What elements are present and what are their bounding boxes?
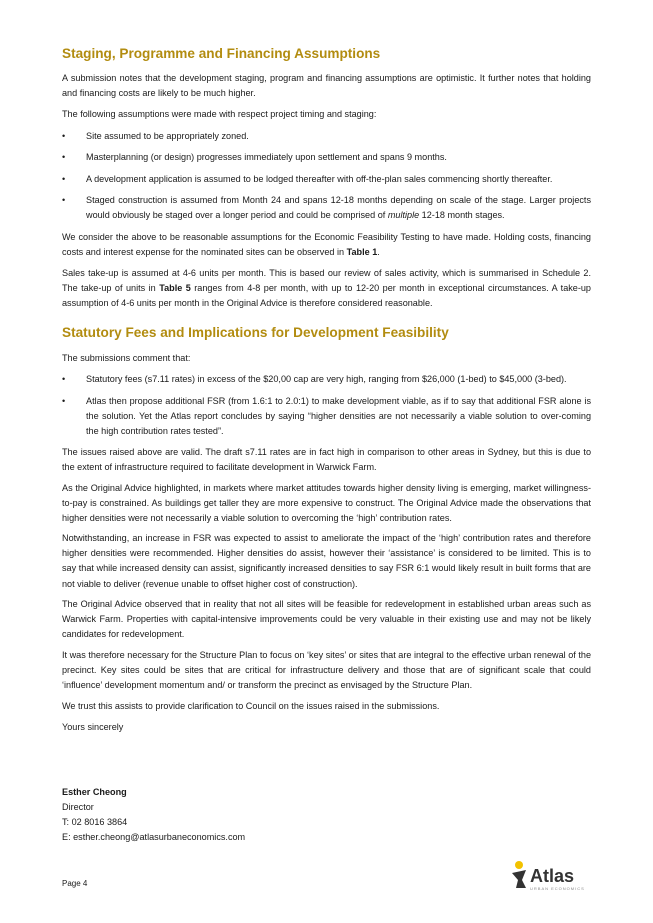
paragraph: The submissions comment that:	[62, 353, 191, 363]
bullet-icon: •	[62, 131, 66, 141]
logo-wordmark: Atlas	[530, 866, 575, 886]
bullet-item: • Staged construction is assumed from Month 24 and spans 12-18 months depending on scale of the stage. Larger projects would obviously be staged over a longer period and could be comprised of multiple 12-18 month stages.	[62, 195, 591, 221]
logo-subtext: URBAN ECONOMICS	[530, 886, 585, 891]
paragraph: We consider the above to be reasonable assumptions for the Economic Feasibility Testing to have made. Holding costs, financing costs and interest expense for the nominated sites can be observed in Table 1.	[62, 232, 591, 258]
bullet-icon: •	[62, 152, 66, 162]
paragraph: The following assumptions were made with respect project timing and staging:	[62, 109, 377, 119]
emphasis: multiple	[387, 210, 420, 221]
bullet-icon: •	[62, 174, 66, 184]
closing: Yours sincerely	[62, 722, 124, 732]
logo-head-icon	[515, 861, 523, 869]
paragraph: The issues raised above are valid. The draft s7.11 rates are in fact high in comparison to other areas in Sydney, but this is due to the extent of infrastructure required to facilitate development in Warwick Farm.	[62, 447, 591, 473]
section-heading-statutory-fees: Statutory Fees and Implications for Development Feasibility	[62, 325, 449, 340]
atlas-logo	[506, 858, 594, 892]
signatory-name: Esther Cheong	[62, 787, 127, 797]
bullet-item: • Atlas then propose additional FSR (from 1.6:1 to 2.0:1) to make development viable, as if to say that additional FSR alone is the solution. Yet the Atlas report concludes by saying “higher densities are not necessarily a viable solution to over-coming the high contribution rates tested”.	[62, 396, 591, 437]
section-heading-staging: Staging, Programme and Financing Assumptions	[62, 46, 381, 61]
paragraph: It was therefore necessary for the Structure Plan to focus on ‘key sites’ or sites that are integral to the effective urban renewal of the precinct. Key sites could be sites that are critical for infrastructure delivery and those that are of significant scale that could ‘influence’ development momentum and/ or transform the precinct as envisaged by the Structure Plan.	[62, 650, 591, 691]
paragraph: As the Original Advice highlighted, in markets where market attitudes towards higher density living is emerging, market willingness-to-pay is constrained. As buildings get taller they are more expensive to construct. The Original Advice made the observations that higher densities were not necessarily a viable solution to overcoming the ‘high’ contribution rates.	[62, 483, 591, 524]
page-number: Page 4	[62, 879, 88, 888]
bullet-item: • Masterplanning (or design) progresses immediately upon settlement and spans 9 months.	[62, 150, 591, 165]
signatory-phone: T: 02 8016 3864	[62, 817, 128, 827]
paragraph: We trust this assists to provide clarification to Council on the issues raised in the submissions.	[62, 701, 440, 711]
paragraph: A submission notes that the development staging, program and financing assumptions are optimistic. It further notes that holding and financing costs are likely to be much higher.	[62, 73, 591, 99]
table-reference: Table 1	[346, 247, 378, 258]
paragraph: The Original Advice observed that in reality that not all sites will be feasible for redevelopment in established urban areas such as Warwick Farm. Properties with capital-intensive improvements could be very valuable in their existing use and may not be likely candidates for redevelopment.	[62, 599, 591, 640]
signature-block	[62, 785, 245, 845]
paragraph: Sales take-up is assumed at 4-6 units per month. This is based our review of sales activity, which is summarised in Schedule 2. The take-up of units in Table 5 ranges from 4-8 per month, with up to 12-20 per month in exceptional circumstances. A take-up assumption of 4-6 units per month in the Original Advice is therefore considered reasonable.	[62, 268, 591, 309]
bullet-item: • Site assumed to be appropriately zoned.	[62, 129, 591, 144]
table-reference: Table 5	[159, 283, 191, 294]
paragraph: Notwithstanding, an increase in FSR was expected to assist to ameliorate the impact of the ‘high’ contribution rates and therefore higher densities were recommended. Higher densities do assist, however their ‘assistance’ is considered to be limited. This is to say that while increased density can assist, significantly increased densities to say FSR 6:1 would likely result in built forms that are not viable to deliver (revenue unable to offset higher cost of construction).	[62, 533, 591, 589]
logo-figure-icon	[512, 870, 526, 888]
signatory-title: Director	[62, 802, 94, 812]
bullet-item: • A development application is assumed to be lodged thereafter with off-the-plan sales commencing shortly thereafter.	[62, 172, 591, 187]
signatory-email: E: esther.cheong@atlasurbaneconomics.com	[62, 832, 246, 842]
bullet-icon: •	[62, 195, 66, 205]
bullet-icon: •	[62, 374, 66, 384]
bullet-item: • Statutory fees (s7.11 rates) in excess of the $20,00 cap are very high, ranging from $26,000 (1-bed) to $45,000 (3-bed).	[62, 372, 591, 387]
bullet-icon: •	[62, 396, 66, 406]
